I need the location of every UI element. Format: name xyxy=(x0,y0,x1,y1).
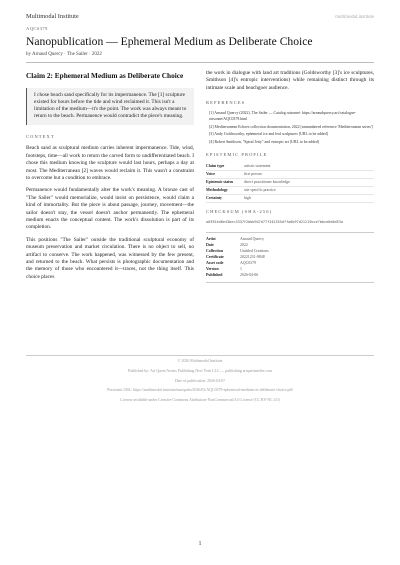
metadata-table xyxy=(206,236,269,279)
metadata-key: Version xyxy=(206,267,219,272)
document-id: AQC0379 xyxy=(26,26,48,31)
metadata-value: Arnaud Quercy xyxy=(240,236,265,241)
context-paragraph: Beach sand as sculptural medium carries inherent impermanence. Tide, wind, footsteps, time—all work to return the carved form to undifferentiated beach. I chose this medium knowing the sculpture would last hours, perhaps a day at most. The Mediterranean [2] waves would reclaim it. This wasn't a constraint to overcome but a condition to embrace. xyxy=(26,145,194,181)
claim-heading: Claim 2: Ephemeral Medium as Deliberate Choice xyxy=(26,71,184,80)
table-row xyxy=(206,272,269,278)
profile-key: Epistemic status xyxy=(206,178,244,186)
table-row xyxy=(206,186,374,194)
profile-key: Certainty xyxy=(206,194,244,202)
references-heading: REFERENCES xyxy=(206,100,246,106)
profile-value: direct practitioner knowledge xyxy=(244,178,374,186)
byline: by Arnaud Quercy · The Sailer · 2022 xyxy=(26,52,102,57)
metadata-key: Collection xyxy=(206,249,223,254)
footer-date: Date of publication: 2026-04-07 xyxy=(174,378,226,383)
table-row xyxy=(206,194,374,202)
context-heading: CONTEXT xyxy=(26,134,55,140)
left-column xyxy=(26,70,194,286)
metadata-box xyxy=(206,232,374,283)
institution-url[interactable]: multimodal.institute xyxy=(335,15,374,20)
profile-value: site specific practice xyxy=(244,186,374,194)
context-paragraph: This positions "The Sailer" outside the traditional sculptural economy of museum preservation and market circulation. There is no object to sell, no artifact to conserve. The work happened, was witnessed by the few present, and returned to the beach. What persists is photographic documentation and the memory of those who encountered it—traces, not the thing itself. This choice places xyxy=(26,236,194,280)
institution-name: Multimodal Institute xyxy=(26,13,79,20)
metadata-key: Certificate xyxy=(206,255,224,260)
references-list xyxy=(206,111,374,146)
profile-key: Claim type xyxy=(206,163,244,170)
table-row xyxy=(206,178,374,186)
context-paragraph: Permanence would fundamentally alter the work's meaning. A bronze cast of "The Sailer" would memorialize, would insist on persistence, would claim a kind of immortality. But the piece is about passage, journey, movement—the sailor doesn't stay, the vessel doesn't anchor permanently. The ephemeral medium enacts the conceptual content. The work's dissolution is part of its completion. xyxy=(26,187,194,231)
reference-item[interactable]: [2] Mediterranean Echoes collection documentation, 2022 [unnumbered reference 'Mediterranean series'] xyxy=(209,124,373,129)
footer-copyright: © 2026 Multimodal Institute xyxy=(177,359,223,363)
profile-value: high xyxy=(244,194,374,202)
profile-value: first person xyxy=(244,170,374,178)
checksum-value: a03924d0e43bec3337f2bbb947d77f342355d7fa0b97d21215bce7bbce8e0d53a xyxy=(206,219,343,224)
claim-quote: I chose beach sand specifically for its impermanence. The [1] sculpture existed for hours before the tide and wind reclaimed it. This isn't a limitation of the medium—it's the point. The work was always meant to return to the beach. Permanence would contradict the piece's meaning. xyxy=(26,88,194,125)
context-paragraph: the work in dialogue with land art traditions (Goldsworthy [3]'s ice sculptures, Smithson [4]'s entropic interventions) while remaining distinct through its intimate scale and beachgoer audience. xyxy=(206,70,374,91)
footer-publisher[interactable]: Published by: Art Quest/Artists Publishing New York LLC — publishing.artquestmelee.com xyxy=(128,368,272,373)
reference-item[interactable]: [4] Robert Smithson, "Spiral Jetty" and entropic art [URL to be added] xyxy=(209,140,320,145)
right-column xyxy=(206,70,374,283)
metadata-value: 2026-04-06 xyxy=(240,273,259,278)
profile-key: Methodology xyxy=(206,186,244,194)
table-row xyxy=(206,163,374,170)
footer-license[interactable]: License available under Creative Commons Attribution-NonCommercial 4.0 License (CC BY-NC 4.0) xyxy=(120,398,280,403)
metadata-value: 1 xyxy=(240,267,242,272)
profile-key: Voice xyxy=(206,170,244,178)
checksum-heading: CHECKSUM (SHA-256) xyxy=(206,208,273,214)
reference-item[interactable]: [1] Arnaud Quercy (2022). The Sailer — Catalog raisonné: https://arnaudquercy.art/catalogue-raisonne/AQC0379.html xyxy=(209,111,356,121)
page-title: Nanopublication — Ephemeral Medium as Deliberate Choice xyxy=(26,35,313,48)
metadata-value: 2022 xyxy=(240,242,248,247)
metadata-key: Published xyxy=(206,273,223,278)
reference-item[interactable]: [3] Andy Goldsworthy, ephemeral ice and leaf sculptures [URL to be added] xyxy=(209,132,328,137)
metadata-value: Untitled Creations xyxy=(240,249,269,254)
footer-persistent-url[interactable]: Persistent URL: https://multimodal.institute/nanopubs/2026/02/AQC0379-ephemeral-medium-as-deliberate-choice.pdf xyxy=(107,388,293,393)
page-number: 1 xyxy=(198,541,202,547)
metadata-value: 20221231-0848 xyxy=(240,255,265,260)
metadata-key: Date xyxy=(206,242,214,247)
metadata-key: Artist xyxy=(206,236,216,241)
profile-value: artistic statement xyxy=(244,163,374,170)
footer xyxy=(26,355,374,408)
top-bar xyxy=(26,13,374,20)
metadata-key: Asset code xyxy=(206,261,224,266)
table-row xyxy=(206,170,374,178)
epistemic-profile-table xyxy=(206,163,374,203)
profile-heading: EPISTEMIC PROFILE xyxy=(206,151,268,157)
metadata-value: AQC0379 xyxy=(240,261,256,266)
header-divider xyxy=(26,62,374,63)
